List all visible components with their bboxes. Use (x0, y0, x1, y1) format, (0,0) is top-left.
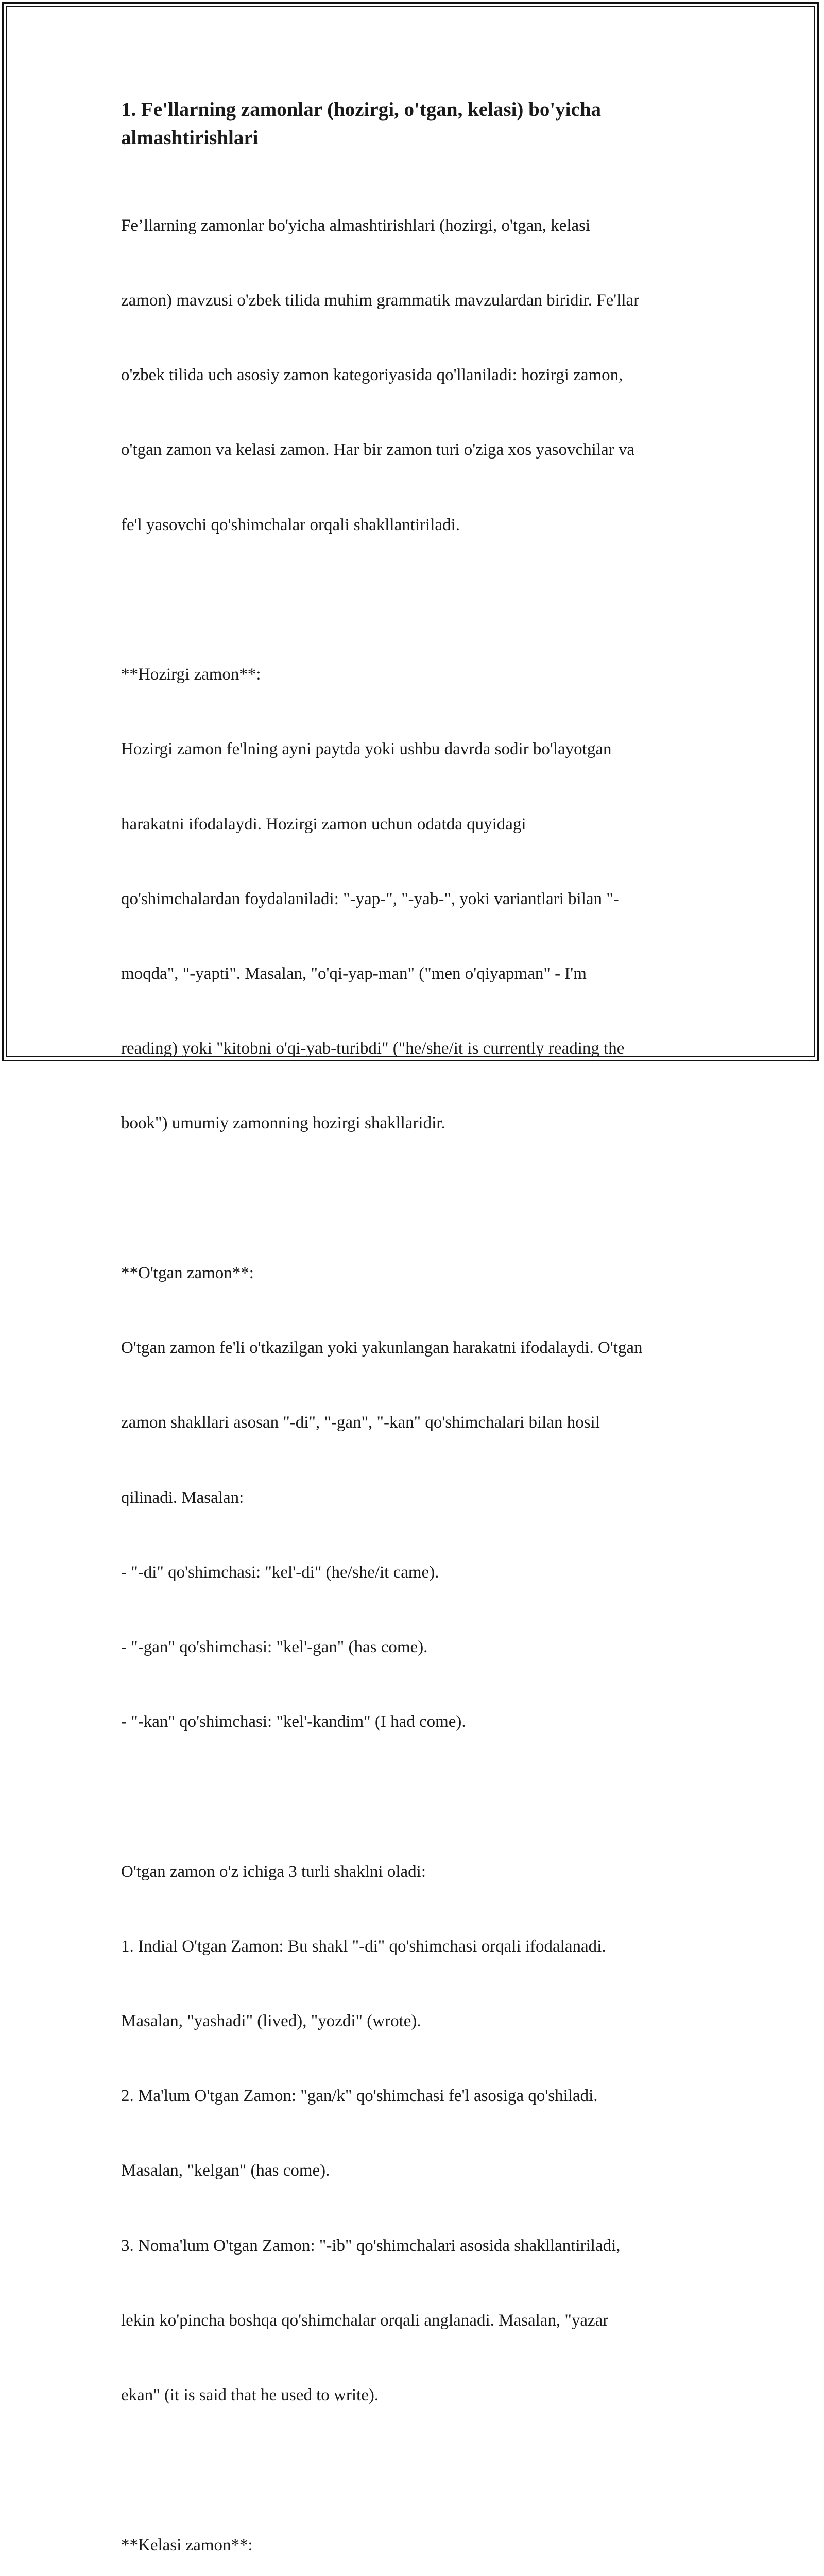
text-line: ekan" (it is said that he used to write). (121, 2386, 379, 2405)
text-line: reading) yoki "kitobni o'qi-yab-turibdi" ("he/she/it is currently reading the (121, 1039, 625, 1058)
text-line: - "-di" qo'shimchasi: "kel'-di" (he/she/it came). (121, 1563, 439, 1582)
text-line: Masalan, "kelgan" (has come). (121, 2161, 330, 2180)
text-line: 1. Indial O'tgan Zamon: Bu shakl "-di" qo'shimchasi orqali ifodalanadi. (121, 1937, 606, 1956)
text-line: Masalan, "yashadi" (lived), "yozdi" (wrote). (121, 2012, 421, 2031)
text-line: **Hozirgi zamon**: (121, 665, 261, 684)
text-line: harakatni ifodalaydi. Hozirgi zamon uchun odatda quyidagi (121, 815, 526, 834)
text-line: moqda", "-yapti". Masalan, "o'qi-yap-man" ("men o'qiyapman" - I'm (121, 964, 587, 983)
text-line: qo'shimchalardan foydalaniladi: "-yap-", "-yab-", yoki variantlari bilan "- (121, 889, 619, 908)
text-line: O'tgan zamon fe'li o'tkazilgan yoki yakunlangan harakatni ifodalaydi. O'tgan (121, 1338, 643, 1358)
text-line: - "-kan" qo'shimchasi: "kel'-kandim" (I had come). (121, 1713, 466, 1732)
future-tense-heading (121, 2483, 708, 2576)
present-tense-paragraph (121, 612, 708, 1185)
past-tense-forms-paragraph (121, 1809, 708, 2458)
text-line: 2. Ma'lum O'tgan Zamon: "gan/k" qo'shimchasi fe'l asosiga qo'shiladi. (121, 2087, 598, 2106)
text-line: Fe’llarning zamonlar bo'yicha almashtirishlari (hozirgi, o'tgan, kelasi (121, 216, 591, 235)
text-line: Hozirgi zamon fe'lning ayni paytda yoki ushbu davrda sodir bo'layotgan (121, 740, 612, 759)
text-line: qilinadi. Masalan: (121, 1488, 244, 1507)
text-line: O'tgan zamon o'z ichiga 3 turli shaklni oladi: (121, 1862, 426, 1881)
paragraphs (121, 163, 708, 2576)
text-line: **O'tgan zamon**: (121, 1263, 254, 1282)
text-line: zamon shakllari asosan "-di", "-gan", "-kan" qo'shimchalari bilan hosil (121, 1413, 600, 1432)
past-tense-paragraph (121, 1211, 708, 1784)
document-body (121, 95, 708, 2576)
text-line: - "-gan" qo'shimchasi: "kel'-gan" (has come). (121, 1637, 428, 1656)
text-line: fe'l yasovchi qo'shimchalar orqali shakllantiriladi. (121, 515, 460, 534)
intro-paragraph (121, 163, 708, 587)
text-line: o'tgan zamon va kelasi zamon. Har bir zamon turi o'ziga xos yasovchilar va (121, 440, 634, 460)
heading-line: almashtirishlari (121, 127, 259, 149)
text-line: o'zbek tilida uch asosiy zamon kategoriyasida qo'llaniladi: hozirgi zamon, (121, 366, 623, 385)
text-line: lekin ko'pincha boshqa qo'shimchalar orqali anglanadi. Masalan, "yazar (121, 2311, 609, 2330)
heading-line: 1. Fe'llarning zamonlar (hozirgi, o'tgan, kelasi) bo'yicha (121, 98, 602, 121)
text-line: zamon) mavzusi o'zbek tilida muhim grammatik mavzulardan biridir. Fe'llar (121, 291, 640, 310)
text-line: book") umumiy zamonning hozirgi shakllaridir. (121, 1114, 445, 1133)
text-line: **Kelasi zamon**: (121, 2535, 253, 2554)
section-heading (121, 95, 708, 152)
text-line: 3. Noma'lum O'tgan Zamon: "-ib" qo'shimchalari asosida shakllantiriladi, (121, 2236, 621, 2255)
